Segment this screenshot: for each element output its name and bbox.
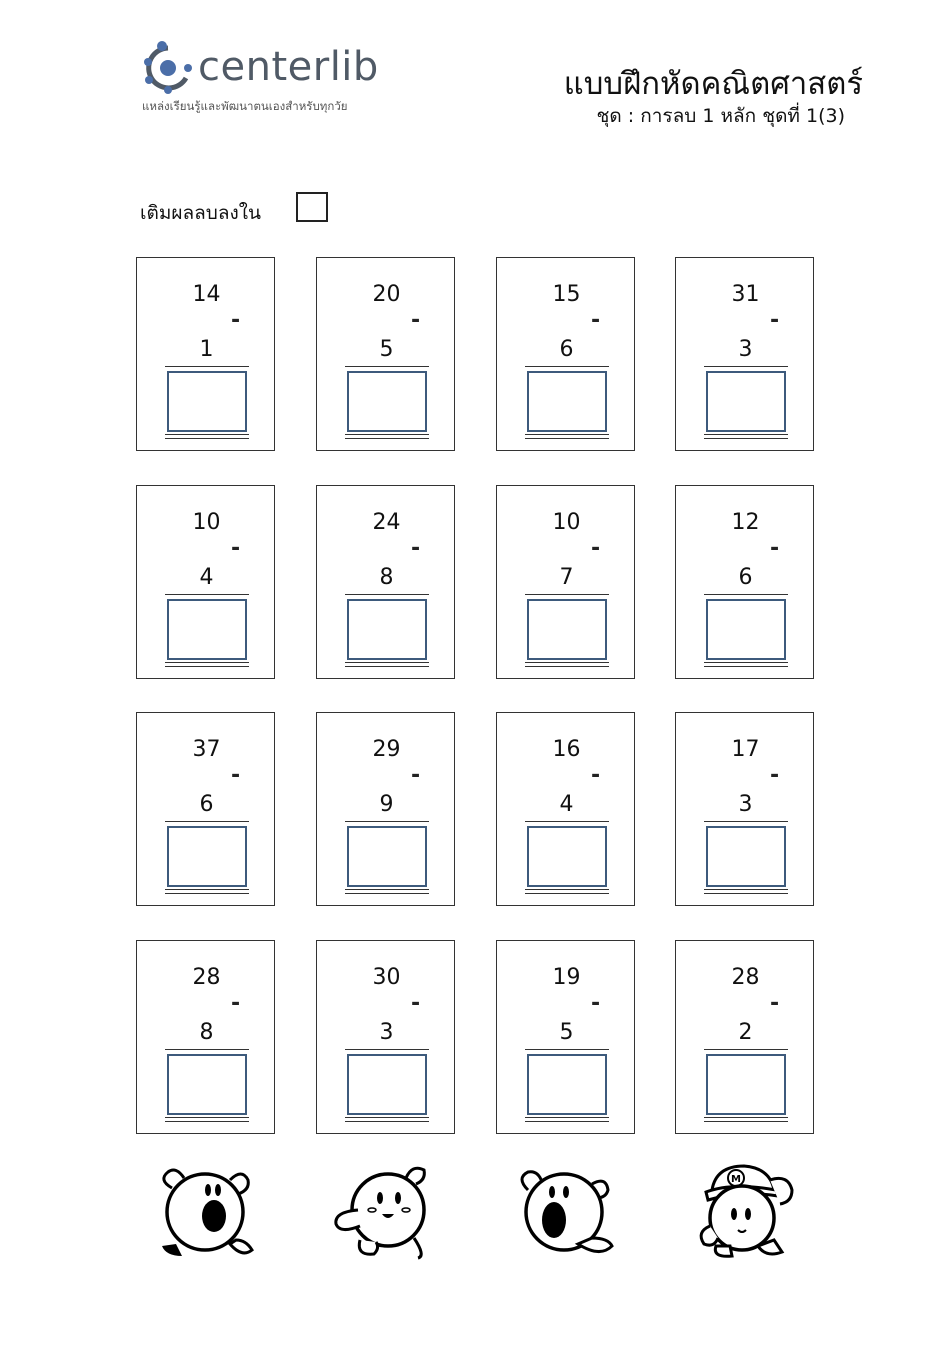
- double-underline: [165, 434, 249, 435]
- minuend: 16: [552, 737, 581, 762]
- subtrahend: 2: [738, 1020, 753, 1045]
- minus-sign: -: [411, 308, 421, 333]
- logo-text: centerlib: [198, 44, 379, 90]
- subtrahend: 6: [738, 565, 753, 590]
- minuend: 24: [372, 510, 401, 535]
- problem-card: [136, 485, 275, 679]
- minuend: 29: [372, 737, 401, 762]
- minus-sign: -: [411, 763, 421, 788]
- underline: [165, 821, 249, 822]
- subtrahend: 5: [379, 337, 394, 362]
- subtrahend: 4: [199, 565, 214, 590]
- subtrahend: 7: [559, 565, 574, 590]
- minus-sign: -: [591, 308, 601, 333]
- underline: [345, 821, 429, 822]
- double-underline: [525, 893, 609, 894]
- double-underline: [345, 893, 429, 894]
- problem-card: [675, 485, 814, 679]
- underline: [525, 594, 609, 595]
- double-underline: [704, 1117, 788, 1118]
- double-underline: [525, 438, 609, 439]
- double-underline: [165, 666, 249, 667]
- kirby-mascot-icon: [330, 1160, 445, 1260]
- minus-sign: -: [591, 763, 601, 788]
- minuend: 19: [552, 965, 581, 990]
- minus-sign: -: [231, 991, 241, 1016]
- underline: [345, 594, 429, 595]
- problem-card: [136, 257, 275, 451]
- answer-box[interactable]: [167, 1054, 247, 1115]
- subtrahend: 6: [559, 337, 574, 362]
- double-underline: [525, 1121, 609, 1122]
- subtrahend: 8: [199, 1020, 214, 1045]
- answer-box[interactable]: [167, 599, 247, 660]
- answer-box[interactable]: [167, 371, 247, 432]
- underline: [525, 366, 609, 367]
- minuend: 12: [731, 510, 760, 535]
- problem-card: [496, 485, 635, 679]
- double-underline: [345, 1121, 429, 1122]
- underline: [525, 1049, 609, 1050]
- minus-sign: -: [591, 991, 601, 1016]
- double-underline: [345, 434, 429, 435]
- subtrahend: 3: [738, 337, 753, 362]
- underline: [165, 594, 249, 595]
- underline: [345, 1049, 429, 1050]
- double-underline: [165, 438, 249, 439]
- double-underline: [704, 666, 788, 667]
- instruction-box-icon: [296, 192, 328, 222]
- minuend: 10: [192, 510, 221, 535]
- problem-card: [496, 257, 635, 451]
- kirby-mascot-icon: [150, 1160, 265, 1260]
- minus-sign: -: [770, 536, 780, 561]
- double-underline: [704, 893, 788, 894]
- minus-sign: -: [231, 763, 241, 788]
- answer-box[interactable]: [527, 826, 607, 887]
- problem-card: [136, 712, 275, 906]
- minuend: 31: [731, 282, 760, 307]
- double-underline: [525, 889, 609, 890]
- answer-box[interactable]: [527, 599, 607, 660]
- underline: [165, 1049, 249, 1050]
- double-underline: [704, 662, 788, 663]
- problem-card: [675, 712, 814, 906]
- minus-sign: -: [770, 991, 780, 1016]
- problem-card: [675, 940, 814, 1134]
- minuend: 20: [372, 282, 401, 307]
- problem-card: [316, 712, 455, 906]
- double-underline: [525, 662, 609, 663]
- answer-box[interactable]: [706, 826, 786, 887]
- minus-sign: -: [231, 308, 241, 333]
- problem-card: [136, 940, 275, 1134]
- answer-box[interactable]: [527, 1054, 607, 1115]
- underline: [704, 594, 788, 595]
- double-underline: [345, 438, 429, 439]
- minuend: 10: [552, 510, 581, 535]
- answer-box[interactable]: [347, 599, 427, 660]
- minus-sign: -: [411, 536, 421, 561]
- double-underline: [345, 889, 429, 890]
- answer-box[interactable]: [347, 1054, 427, 1115]
- answer-box[interactable]: [706, 599, 786, 660]
- minuend: 30: [372, 965, 401, 990]
- minuend: 28: [731, 965, 760, 990]
- double-underline: [525, 1117, 609, 1118]
- subtrahend: 5: [559, 1020, 574, 1045]
- minuend: 17: [731, 737, 760, 762]
- double-underline: [345, 662, 429, 663]
- double-underline: [165, 1117, 249, 1118]
- underline: [704, 821, 788, 822]
- answer-box[interactable]: [347, 826, 427, 887]
- subtrahend: 4: [559, 792, 574, 817]
- problem-card: [316, 257, 455, 451]
- underline: [704, 366, 788, 367]
- double-underline: [525, 666, 609, 667]
- double-underline: [345, 1117, 429, 1118]
- minus-sign: -: [770, 308, 780, 333]
- kirby-mascot-icon: [508, 1160, 623, 1260]
- underline: [345, 366, 429, 367]
- subtrahend: 6: [199, 792, 214, 817]
- minuend: 14: [192, 282, 221, 307]
- answer-box[interactable]: [706, 371, 786, 432]
- subtrahend: 3: [379, 1020, 394, 1045]
- double-underline: [525, 434, 609, 435]
- answer-box[interactable]: [347, 371, 427, 432]
- double-underline: [165, 889, 249, 890]
- minus-sign: -: [770, 763, 780, 788]
- svg-text:M: M: [731, 1174, 741, 1185]
- problem-card: [675, 257, 814, 451]
- minus-sign: -: [591, 536, 601, 561]
- double-underline: [345, 666, 429, 667]
- centerlib-logo: [140, 40, 400, 120]
- minuend: 37: [192, 737, 221, 762]
- worksheet-subtitle: ชุด : การลบ 1 หลัก ชุดที่ 1(3): [596, 105, 845, 127]
- problem-card: [496, 940, 635, 1134]
- subtrahend: 3: [738, 792, 753, 817]
- minus-sign: -: [231, 536, 241, 561]
- answer-box[interactable]: [527, 371, 607, 432]
- double-underline: [165, 893, 249, 894]
- worksheet-title: แบบฝึกหัดคณิตศาสตร์: [563, 66, 863, 102]
- answer-box[interactable]: [706, 1054, 786, 1115]
- underline: [165, 366, 249, 367]
- logo-tagline: แหล่งเรียนรู้และพัฒนาตนเองสำหรับทุกวัย: [142, 99, 348, 113]
- problem-card: [316, 940, 455, 1134]
- minuend: 28: [192, 965, 221, 990]
- minuend: 15: [552, 282, 581, 307]
- subtrahend: 9: [379, 792, 394, 817]
- double-underline: [704, 438, 788, 439]
- double-underline: [165, 662, 249, 663]
- answer-box[interactable]: [167, 826, 247, 887]
- instruction-text: เติมผลลบลงใน: [140, 202, 262, 224]
- problem-card: [496, 712, 635, 906]
- minus-sign: -: [411, 991, 421, 1016]
- underline: [525, 821, 609, 822]
- double-underline: [704, 434, 788, 435]
- double-underline: [704, 889, 788, 890]
- problem-card: [316, 485, 455, 679]
- subtrahend: 8: [379, 565, 394, 590]
- kirby-mascot-icon: [692, 1160, 807, 1260]
- centerlib-logo-icon: [140, 40, 196, 96]
- underline: [704, 1049, 788, 1050]
- subtrahend: 1: [199, 337, 214, 362]
- double-underline: [165, 1121, 249, 1122]
- double-underline: [704, 1121, 788, 1122]
